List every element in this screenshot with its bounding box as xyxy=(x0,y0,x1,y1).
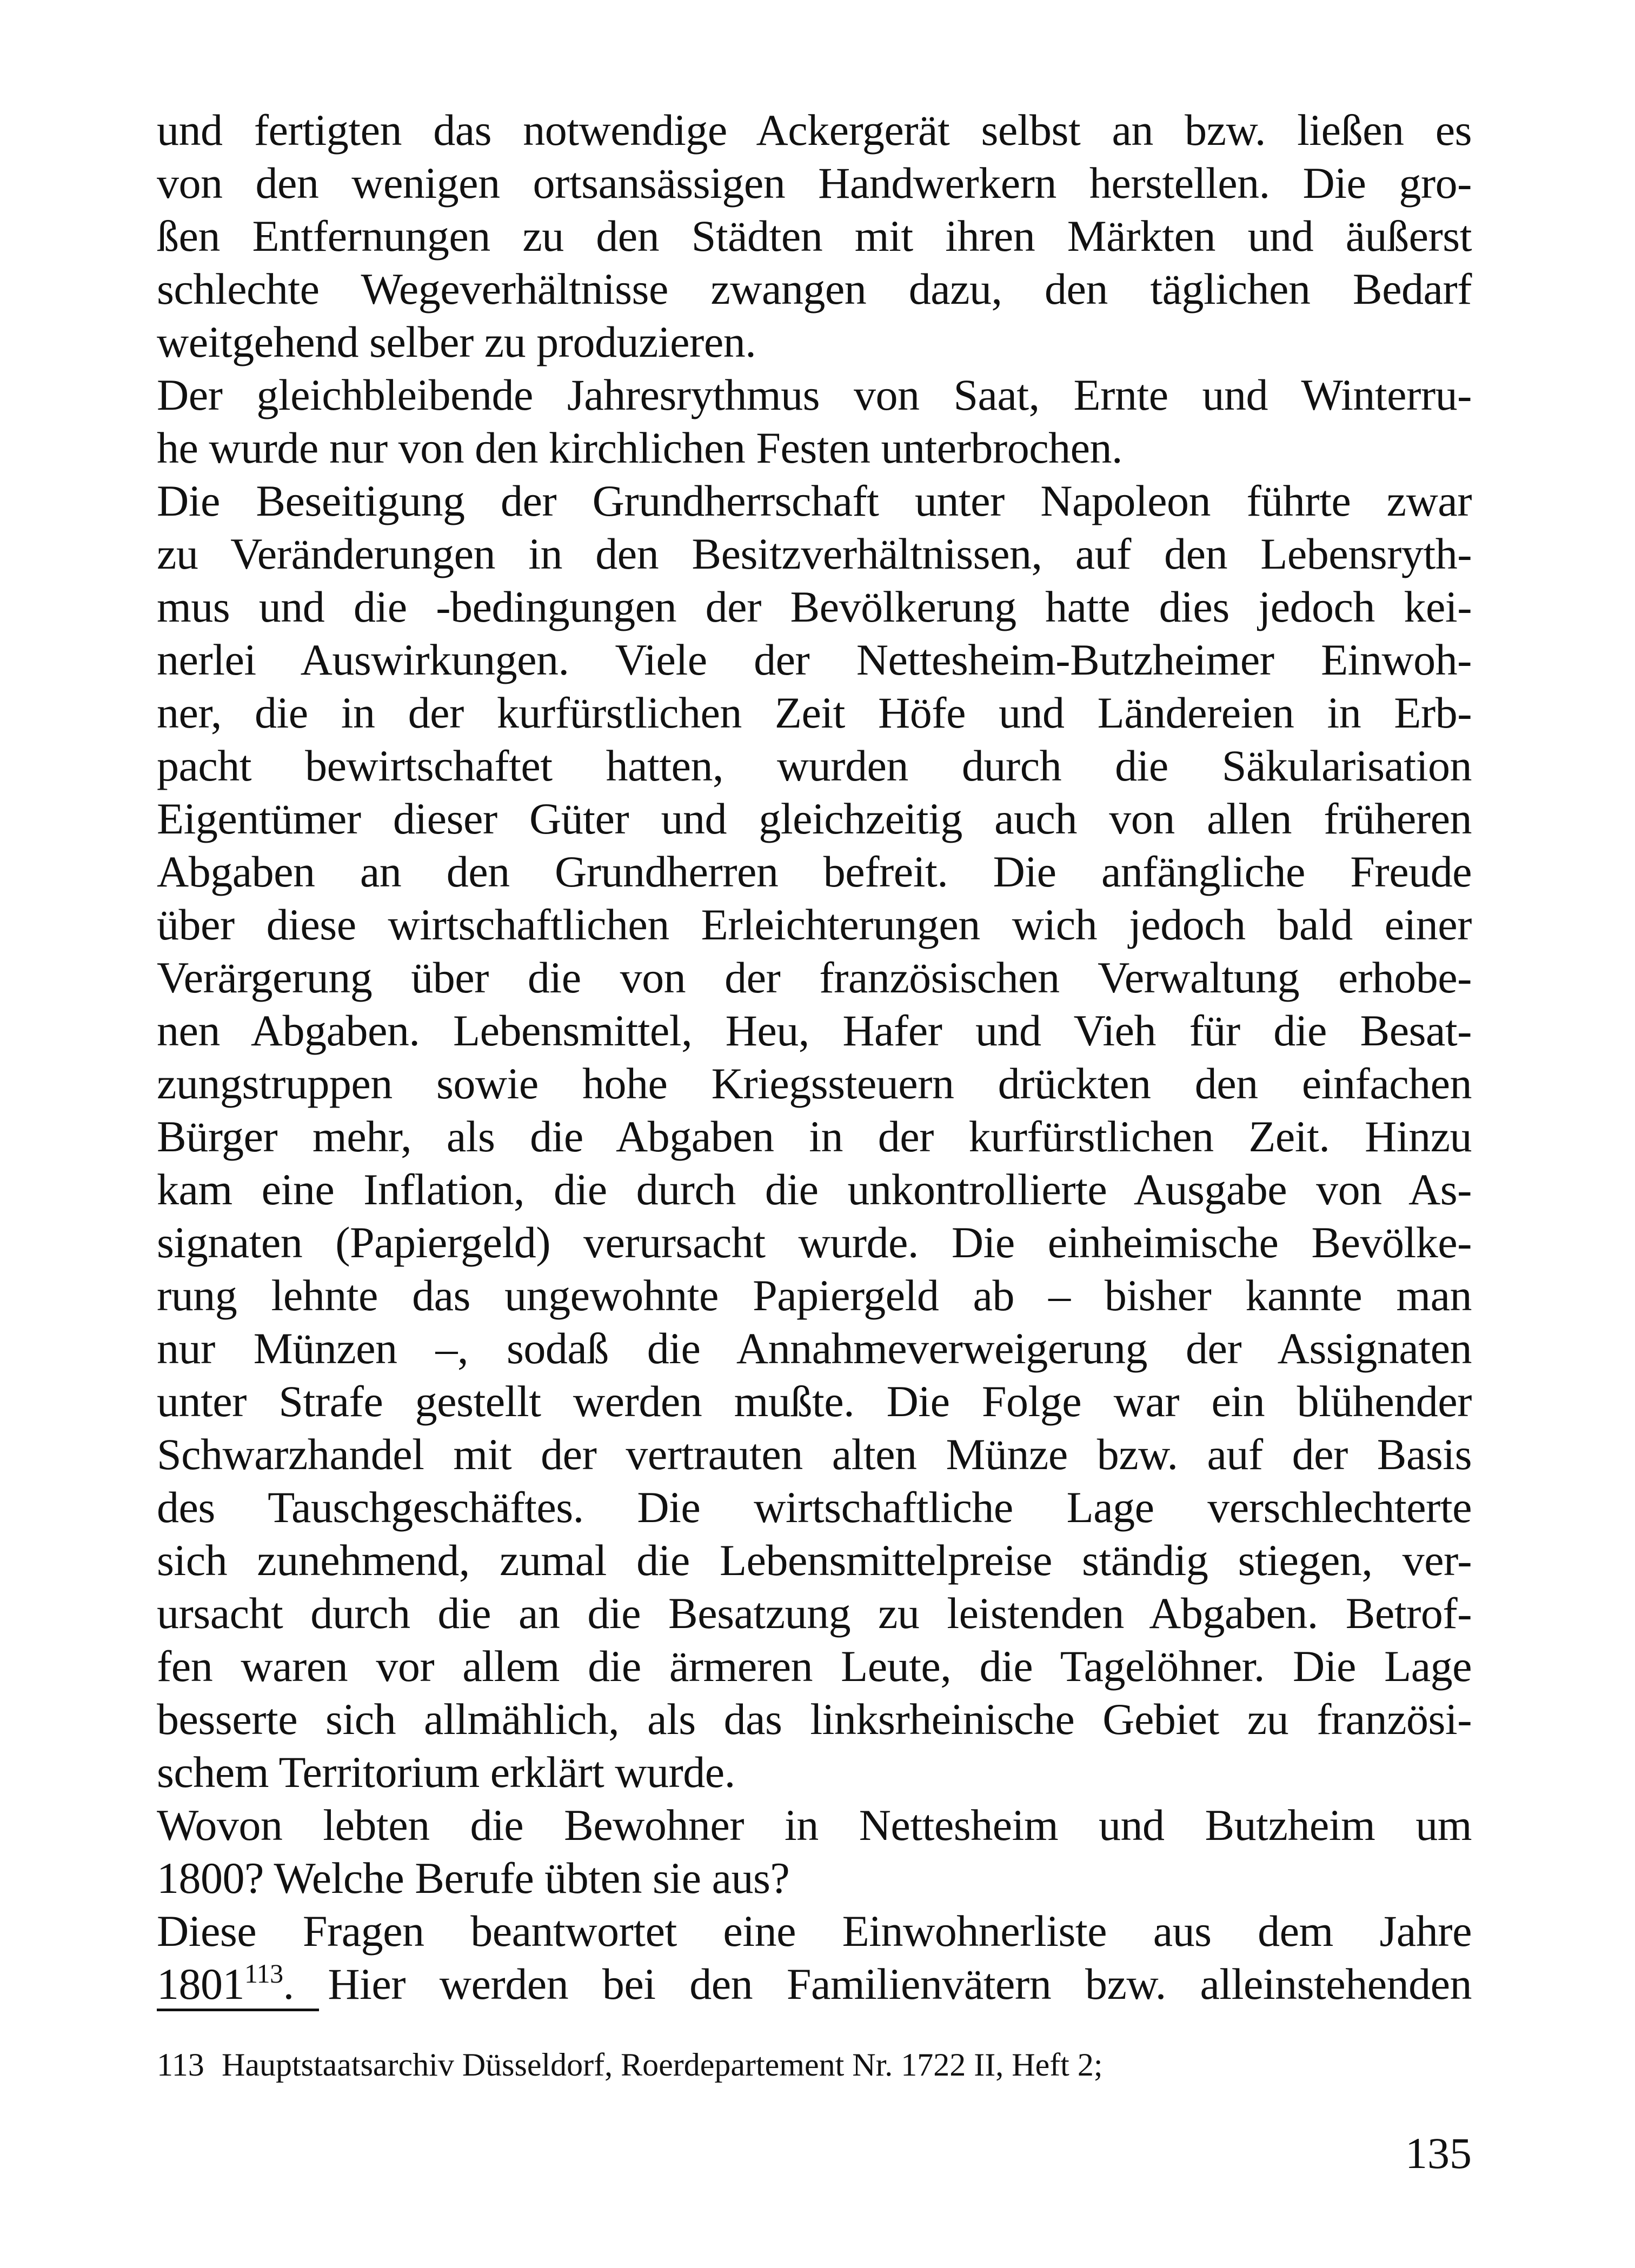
text-line: sich zunehmend, zumal die Lebensmittelpreise ständig stiegen, ver- xyxy=(157,1536,1472,1585)
text-line: Diese Fragen beantwortet eine Einwohnerliste aus dem Jahre xyxy=(157,1906,1472,1956)
footnote-rule xyxy=(157,2009,319,2011)
text-line: pacht bewirtschaftet hatten, wurden durch die Säkularisation xyxy=(157,741,1472,790)
text-line: ursacht durch die an die Besatzung zu leistenden Abgaben. Betrof- xyxy=(157,1589,1472,1638)
text-line: weitgehend selber zu produzieren. xyxy=(157,317,756,366)
text-line: mus und die -bedingungen der Bevölkerung hatte dies jedoch kei- xyxy=(157,582,1472,631)
text-line: Schwarzhandel mit der vertrauten alten Münze bzw. auf der Basis xyxy=(157,1430,1472,1479)
text-line: Bürger mehr, als die Abgaben in der kurfürstlichen Zeit. Hinzu xyxy=(157,1112,1472,1161)
text-line: ßen Entfernungen zu den Städten mit ihren Märkten und äußerst xyxy=(157,211,1472,261)
text-line: von den wenigen ortsansässigen Handwerkern herstellen. Die gro- xyxy=(157,158,1472,208)
text-line: Verärgerung über die von der französischen Verwaltung erhobe- xyxy=(157,953,1472,1002)
text-line: unter Strafe gestellt werden mußte. Die Folge war ein blühender xyxy=(157,1377,1472,1426)
text-line: signaten (Papiergeld) verursacht wurde. Die einheimische Bevölke- xyxy=(157,1218,1472,1267)
text-line: 1800? Welche Berufe übten sie aus? xyxy=(157,1853,790,1903)
text-line-with-footnote-ref xyxy=(157,1958,1472,2011)
text-line: zu Veränderungen in den Besitzverhältnissen, auf den Lebensryth- xyxy=(157,529,1472,578)
footnote-reference[interactable]: 113 xyxy=(244,1958,283,1989)
text-line: schlechte Wegeverhältnisse zwangen dazu, den täglichen Bedarf xyxy=(157,264,1472,313)
footnote-number: 113 xyxy=(157,2047,204,2083)
text-segment: 1801 xyxy=(157,1959,244,2009)
body-text xyxy=(157,104,1472,2011)
text-line: ner, die in der kurfürstlichen Zeit Höfe und Ländereien in Erb- xyxy=(157,688,1472,737)
text-line: besserte sich allmählich, als das linksrheinische Gebiet zu französi- xyxy=(157,1695,1472,1744)
page-number: 135 xyxy=(1405,2129,1472,2178)
footnote xyxy=(157,2043,1103,2086)
text-line: des Tauschgeschäftes. Die wirtschaftliche Lage verschlechterte xyxy=(157,1483,1472,1532)
footnote-text: Hauptstaatsarchiv Düsseldorf, Roerdepartement Nr. 1722 II, Heft 2; xyxy=(222,2047,1103,2083)
text-line: Abgaben an den Grundherren befreit. Die anfängliche Freude xyxy=(157,847,1472,896)
text-line: Eigentümer dieser Güter und gleichzeitig auch von allen früheren xyxy=(157,794,1472,843)
text-line: kam eine Inflation, die durch die unkontrollierte Ausgabe von As- xyxy=(157,1165,1472,1214)
text-line: nur Münzen –, sodaß die Annahmeverweigerung der Assignaten xyxy=(157,1324,1472,1373)
text-line: nerlei Auswirkungen. Viele der Nettesheim-Butzheimer Einwoh- xyxy=(157,635,1472,684)
text-line: Wovon lebten die Bewohner in Nettesheim und Butzheim um xyxy=(157,1800,1472,1850)
text-line: schem Territorium erklärt wurde. xyxy=(157,1747,735,1797)
text-line: fen waren vor allem die ärmeren Leute, die Tagelöhner. Die Lage xyxy=(157,1642,1472,1691)
text-line: Der gleichbleibende Jahresrythmus von Saat, Ernte und Winterru- xyxy=(157,370,1472,419)
text-segment: . Hier werden bei den Familienvätern bzw. alleinstehenden xyxy=(283,1959,1472,2009)
text-line: zungstruppen sowie hohe Kriegssteuern drückten den einfachen xyxy=(157,1059,1472,1108)
text-line: rung lehnte das ungewohnte Papiergeld ab – bisher kannte man xyxy=(157,1271,1472,1320)
text-line: Die Beseitigung der Grundherrschaft unter Napoleon führte zwar xyxy=(157,476,1472,525)
text-line: und fertigten das notwendige Ackergerät selbst an bzw. ließen es xyxy=(157,105,1472,155)
text-line: he wurde nur von den kirchlichen Festen unterbrochen. xyxy=(157,423,1123,472)
text-line: über diese wirtschaftlichen Erleichterungen wich jedoch bald einer xyxy=(157,900,1472,949)
text-line: nen Abgaben. Lebensmittel, Heu, Hafer und Vieh für die Besat- xyxy=(157,1006,1472,1055)
